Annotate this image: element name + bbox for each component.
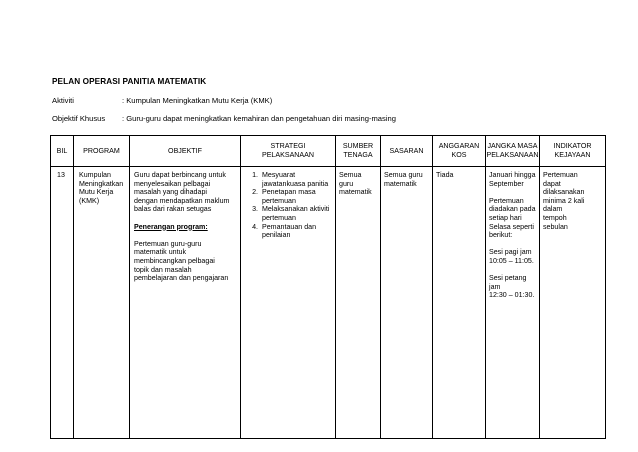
cell-jangka-masa: Januari hingga September Pertemuan diadakan pada setiap hari Selasa seperti berikut: Sesi pagi jam 10:05 – 11:05. Sesi petang jam 12:30 – 01:30. <box>486 167 540 439</box>
header-anggaran-kos: ANGGARAN KOS <box>433 136 486 167</box>
meta-label-objektif-khusus: Objektif Khusus <box>52 114 106 123</box>
header-sasaran: SASARAN <box>381 136 433 167</box>
cell-sasaran: Semua guru matematik <box>381 167 433 439</box>
list-item: 1. Mesyuarat jawatankuasa panitia <box>260 171 332 188</box>
header-indikator-kejayaan: INDIKATOR KEJAYAAN <box>540 136 606 167</box>
list-item: 3. Melaksanakan aktiviti pertemuan <box>260 205 332 222</box>
cell-program: Kumpulan Meningkatkan Mutu Kerja (KMK) <box>74 167 130 439</box>
operation-plan-table <box>50 135 606 439</box>
header-program: PROGRAM <box>74 136 130 167</box>
document-title: PELAN OPERASI PANITIA MATEMATIK <box>52 77 207 86</box>
meta-value-aktiviti: : Kumpulan Meningkatkan Mutu Kerja (KMK) <box>122 96 273 105</box>
list-item: 4. Pemantauan dan penilaian <box>260 223 332 240</box>
penerangan-program-heading: Penerangan program: <box>134 222 208 231</box>
meta-label-aktiviti: Aktiviti <box>52 96 74 105</box>
header-objektif: OBJEKTIF <box>130 136 241 167</box>
cell-bil: 13 <box>51 167 74 439</box>
table-header-row <box>51 136 606 167</box>
cell-objektif: Guru dapat berbincang untuk menyelesaikan pelbagai masalah yang dihadapi dengan mendapatkan maklum balas dari rakan setugas Penerangan program: Pertemuan guru-guru matematik untuk membincangkan pelbagai topik dan masalah pembelajaran dan pengajaran <box>130 167 241 439</box>
list-item: 2. Penetapan masa pertemuan <box>260 188 332 205</box>
meta-value-objektif-khusus: : Guru-guru dapat meningkatkan kemahiran dan pengetahuan diri masing-masing <box>122 114 396 123</box>
cell-sumber: Semua guru matematik <box>336 167 381 439</box>
header-sumber-tenaga: SUMBER TENAGA <box>336 136 381 167</box>
header-strategi-pelaksanaan: STRATEGI PELAKSANAAN <box>241 136 336 167</box>
table-row <box>51 167 606 439</box>
header-jangka-masa: JANGKA MASA PELAKSANAAN <box>486 136 540 167</box>
cell-indikator: Pertemuan dapat dilaksanakan minima 2 kali dalam tempoh sebulan <box>540 167 606 439</box>
cell-strategi <box>241 167 336 439</box>
header-bil: BIL <box>51 136 74 167</box>
strategi-list <box>244 171 332 240</box>
cell-kos: Tiada <box>433 167 486 439</box>
